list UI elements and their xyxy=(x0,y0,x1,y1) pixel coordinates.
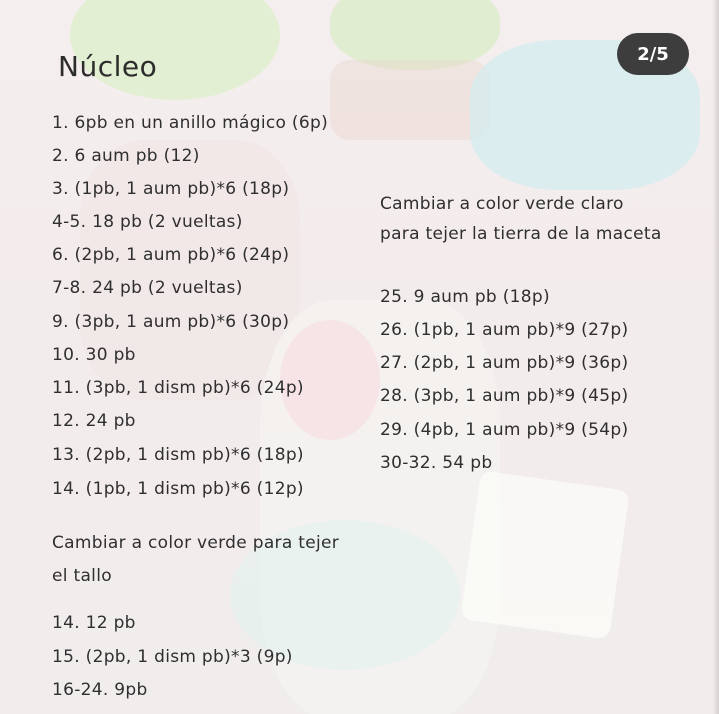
row-6: 6. (2pb, 1 aum pb)*6 (24p) xyxy=(52,245,290,265)
stem-row-15: 15. (2pb, 1 dism pb)*3 (9p) xyxy=(52,647,293,667)
row-10: 10. 30 pb xyxy=(52,345,136,365)
row-7-8: 7-8. 24 pb (2 vueltas) xyxy=(52,278,243,298)
background-pot-blur xyxy=(330,60,490,140)
row-30-32: 30-32. 54 pb xyxy=(380,453,493,473)
row-1: 1. 6pb en un anillo mágico (6p) xyxy=(52,113,328,133)
stem-row-16-24: 16-24. 9pb xyxy=(52,680,148,700)
row-11: 11. (3pb, 1 dism pb)*6 (24p) xyxy=(52,378,304,398)
row-13: 13. (2pb, 1 dism pb)*6 (18p) xyxy=(52,445,304,465)
row-29: 29. (4pb, 1 aum pb)*9 (54p) xyxy=(380,420,629,440)
row-4-5: 4-5. 18 pb (2 vueltas) xyxy=(52,212,243,232)
row-26: 26. (1pb, 1 aum pb)*9 (27p) xyxy=(380,320,629,340)
row-3: 3. (1pb, 1 aum pb)*6 (18p) xyxy=(52,179,290,199)
background-note-card-blur xyxy=(460,470,629,639)
row-2: 2. 6 aum pb (12) xyxy=(52,146,200,166)
row-28: 28. (3pb, 1 aum pb)*9 (45p) xyxy=(380,386,629,406)
stem-note-line-1: Cambiar a color verde para tejer xyxy=(52,533,340,553)
soil-note-line-2: para tejer la tierra de la maceta xyxy=(380,224,662,244)
stem-note-line-2: el tallo xyxy=(52,566,112,586)
soil-note-line-1: Cambiar a color verde claro xyxy=(380,194,624,214)
page-title: Núcleo xyxy=(58,50,158,83)
page-indicator-badge[interactable]: 2/5 xyxy=(617,33,689,75)
row-12: 12. 24 pb xyxy=(52,411,136,431)
page-edge-shadow xyxy=(713,0,719,714)
row-9: 9. (3pb, 1 aum pb)*6 (30p) xyxy=(52,312,290,332)
row-14: 14. (1pb, 1 dism pb)*6 (12p) xyxy=(52,479,304,499)
row-27: 27. (2pb, 1 aum pb)*9 (36p) xyxy=(380,353,629,373)
stem-row-14: 14. 12 pb xyxy=(52,613,136,633)
row-25: 25. 9 aum pb (18p) xyxy=(380,287,550,307)
